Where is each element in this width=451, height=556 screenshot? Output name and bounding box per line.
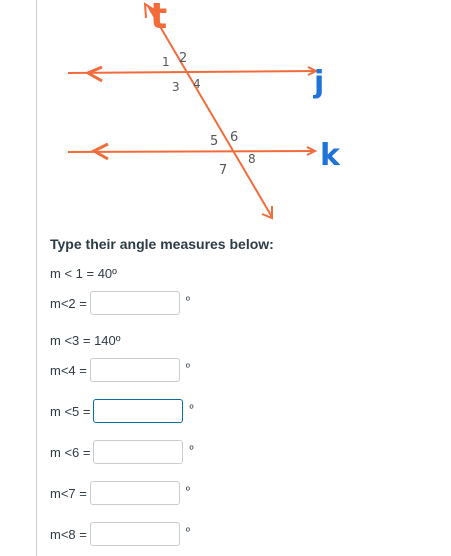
answer-label-angle-8: m<8 =: [50, 526, 87, 542]
parallel-line-j: [68, 71, 316, 73]
answer-label-angle-2: m<2 =: [50, 295, 87, 311]
angle-7-input[interactable]: [90, 481, 180, 505]
answer-label-angle-5: m <5 =: [50, 403, 91, 419]
angle-2-input[interactable]: [90, 291, 180, 315]
answer-row-angle-8: [50, 521, 190, 547]
angle-label-5: 5: [210, 134, 219, 149]
degree-symbol: º: [185, 295, 190, 307]
arrowhead-j-left: [88, 67, 102, 81]
angle-label-3: 3: [172, 80, 180, 94]
answer-row-angle-6: [50, 439, 194, 465]
transversal-line-t: [148, 6, 272, 217]
degree-symbol: º: [189, 444, 194, 456]
label-line-k: k: [320, 138, 340, 173]
label-line-t: t: [150, 0, 168, 37]
answer-row-angle-4: [50, 357, 190, 383]
degree-symbol: º: [185, 485, 190, 497]
degree-symbol: º: [185, 526, 190, 538]
answer-row-angle-5: [50, 398, 194, 424]
instruction-text: Type their angle measures below:: [50, 236, 274, 252]
degree-symbol: º: [185, 362, 190, 374]
answer-label-angle-4: m<4 =: [50, 362, 87, 378]
answer-row-angle-7: [50, 480, 190, 506]
angle-label-7: 7: [219, 163, 228, 178]
angle-label-2: 2: [179, 51, 188, 66]
angle-5-input[interactable]: [93, 399, 183, 423]
given-angle-1: m < 1 = 40º: [50, 266, 117, 281]
label-line-j: j: [314, 65, 325, 100]
degree-symbol: º: [189, 403, 194, 415]
answer-label-angle-6: m <6 =: [50, 444, 91, 460]
angle-label-8: 8: [248, 152, 256, 166]
parallel-line-k: [68, 151, 315, 152]
angle-8-input[interactable]: [90, 522, 180, 546]
angle-label-6: 6: [230, 130, 239, 145]
angle-4-input[interactable]: [90, 358, 180, 382]
angle-label-1: 1: [162, 55, 170, 69]
answer-label-angle-7: m<7 =: [50, 485, 87, 501]
angle-6-input[interactable]: [93, 440, 183, 464]
given-angle-3: m <3 = 140º: [50, 333, 121, 348]
transversal-diagram: [0, 0, 451, 230]
angle-label-4: 4: [193, 77, 201, 91]
answer-row-angle-2: [50, 290, 190, 316]
